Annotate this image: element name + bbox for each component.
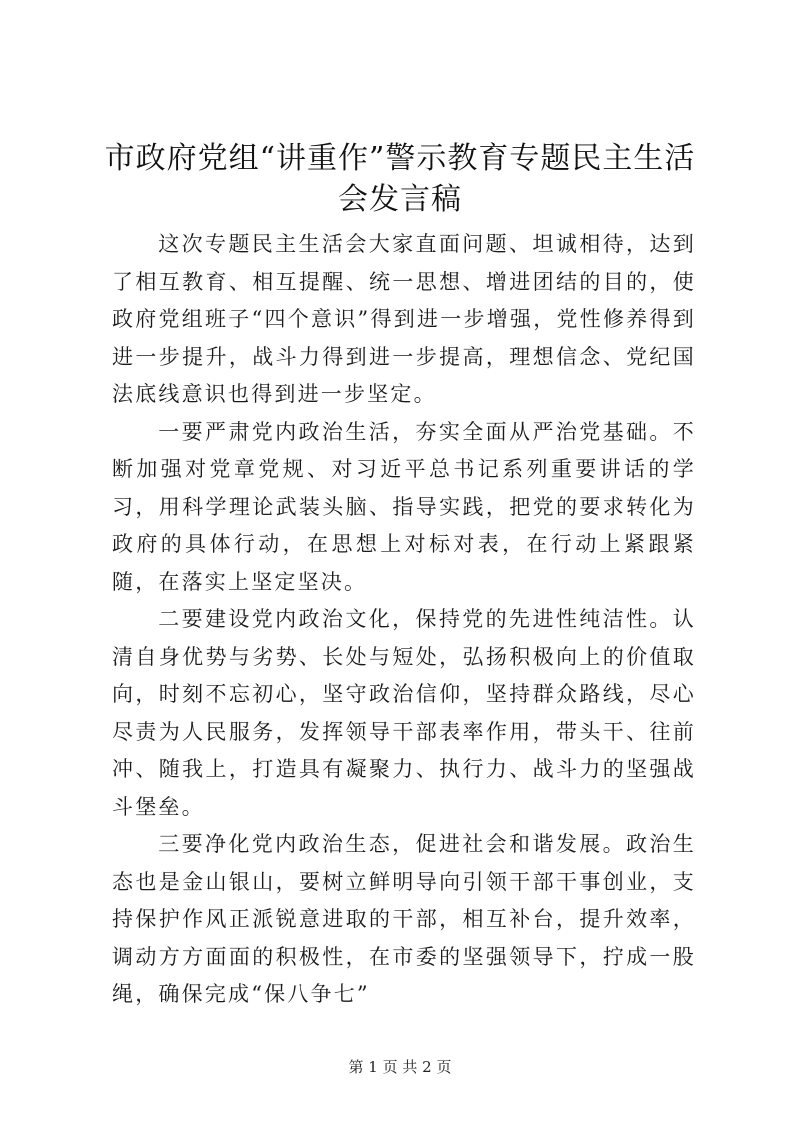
paragraph-intro: 这次专题民主生活会大家直面问题、坦诚相待，达到了相互教育、相互提醒、统一思想、增进团结的目的，使政府党组班子“四个意识”得到进一步增强，党性修养得到进一步提升，战斗力得到进一步提高，理想信念、党纪国法底线意识也得到进一步坚定。 <box>112 232 696 406</box>
page-number-footer: 第 1 页 共 2 页 <box>348 1058 452 1076</box>
paragraph-point-one: 一要严肃党内政治生活，夯实全面从严治党基础。不断加强对党章党规、对习近平总书记系列重要讲话的学习，用科学理论武装头脑、指导实践，把党的要求转化为政府的具体行动，在思想上对标对表，在行动上紧跟紧随，在落实上坚定坚决。 <box>112 419 696 594</box>
document-body <box>112 226 696 1014</box>
document-title <box>96 138 704 220</box>
title-line-2: 会发言稿 <box>338 182 462 217</box>
paragraph-point-two: 二要建设党内政治文化，保持党的先进性纯洁性。认清自身优势与劣势、长处与短处，弘扬积极向上的价值取向，时刻不忘初心，坚守政治信仰，坚持群众路线，尽心尽责为人民服务，发挥领导干部表率作用，带头干、往前冲、随我上，打造具有凝聚力、执行力、战斗力的坚强战斗堡垒。 <box>112 607 696 819</box>
title-line-1: 市政府党组“讲重作”警示教育专题民主生活 <box>104 141 696 176</box>
paragraph-point-three: 三要净化党内政治生态，促进社会和谐发展。政治生态也是金山银山，要树立鲜明导向引领干部干事创业，支持保护作风正派锐意进取的干部，相互补台，提升效率，调动方方面面的积极性，在市委的坚强领导下，拧成一股绳，确保完成“保八争七” <box>112 832 696 1006</box>
